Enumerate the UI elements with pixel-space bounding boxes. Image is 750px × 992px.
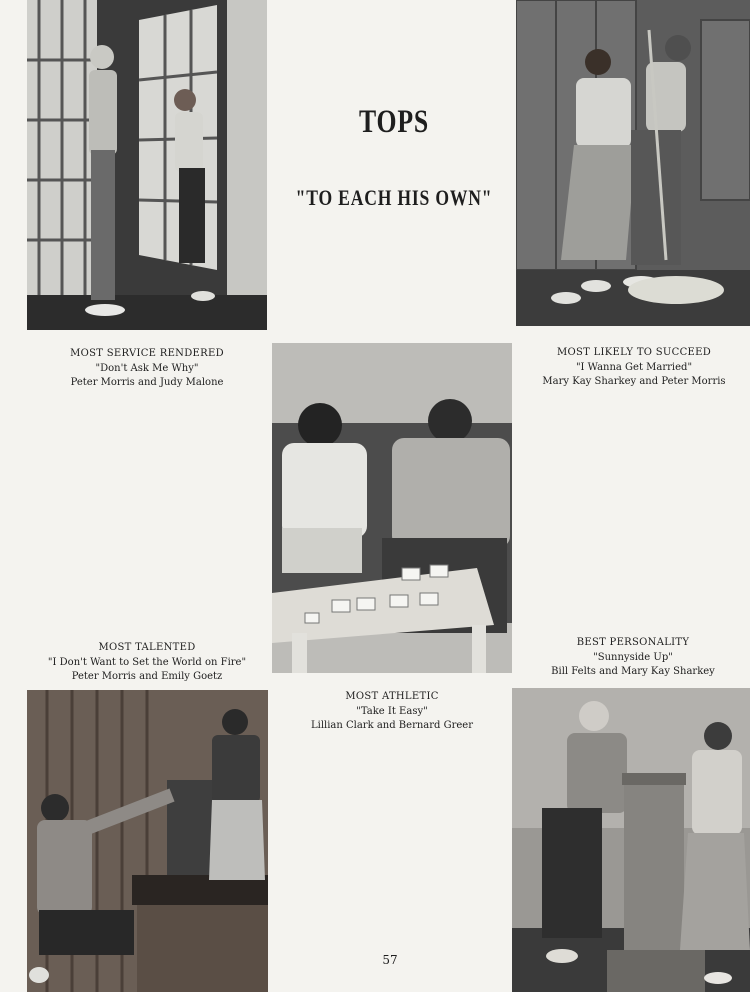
award-song: "Take It Easy" xyxy=(356,705,428,717)
award-winners: Lillian Clark and Bernard Greer xyxy=(310,720,474,731)
photo-most-likely-to-succeed xyxy=(516,0,750,326)
award-category: MOST SERVICE RENDERED xyxy=(70,348,224,359)
award-winners: Bill Felts and Mary Kay Sharkey xyxy=(551,666,715,677)
award-winners: Peter Morris and Emily Goetz xyxy=(71,671,223,682)
photo-most-athletic xyxy=(272,343,512,673)
photo-most-talented xyxy=(27,690,268,992)
award-category: MOST LIKELY TO SUCCEED xyxy=(556,347,712,358)
award-category: MOST TALENTED xyxy=(98,642,196,653)
award-song: "Sunnyside Up" xyxy=(593,651,673,663)
award-winners: Peter Morris and Judy Malone xyxy=(70,377,224,388)
award-winners: Mary Kay Sharkey and Peter Morris xyxy=(542,376,726,387)
photo-most-service-rendered xyxy=(27,0,267,330)
caption-most-athletic xyxy=(272,690,512,734)
award-song: "I Don't Want to Set the World on Fire" xyxy=(47,656,247,668)
caption-most-talented xyxy=(27,641,267,685)
page-subtitle: "TO EACH HIS OWN" xyxy=(295,185,493,210)
page-title: TOPS xyxy=(359,104,429,140)
caption-best-personality xyxy=(516,636,750,680)
award-song: "I Wanna Get Married" xyxy=(575,361,693,373)
award-song: "Don't Ask Me Why" xyxy=(95,362,199,374)
award-category: BEST PERSONALITY xyxy=(576,637,690,648)
caption-most-likely-to-succeed xyxy=(518,346,750,390)
page-number: 57 xyxy=(382,953,398,967)
caption-most-service-rendered xyxy=(27,347,267,391)
award-category: MOST ATHLETIC xyxy=(345,691,439,702)
photo-best-personality xyxy=(512,688,750,992)
